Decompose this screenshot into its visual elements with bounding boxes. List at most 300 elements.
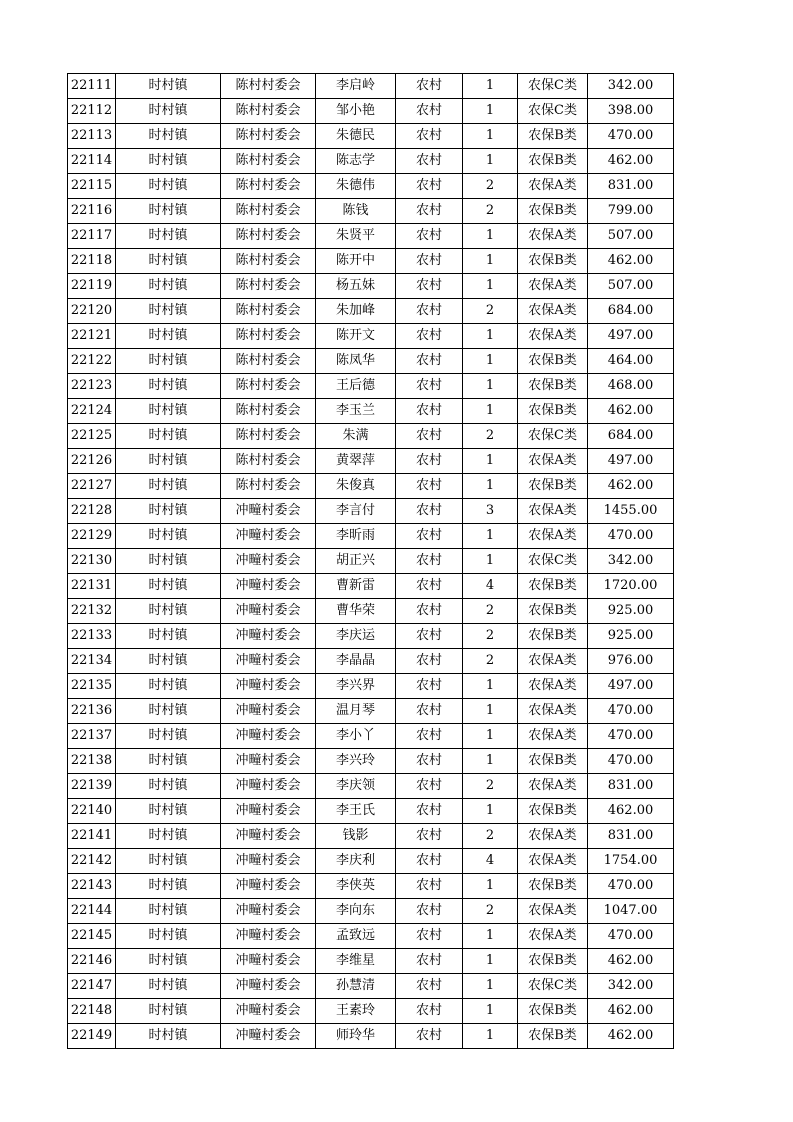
village-committee-cell: 冲疃村委会: [221, 674, 316, 699]
count-cell: 1: [463, 799, 518, 824]
area-type-cell: 农村: [396, 424, 463, 449]
row-number-cell: 22115: [68, 174, 116, 199]
name-cell: 李庆领: [316, 774, 396, 799]
village-committee-cell: 冲疃村委会: [221, 924, 316, 949]
name-cell: 曹华荣: [316, 599, 396, 624]
row-number-cell: 22131: [68, 574, 116, 599]
count-cell: 1: [463, 999, 518, 1024]
row-number-cell: 22129: [68, 524, 116, 549]
amount-cell: 470.00: [588, 124, 674, 149]
row-number-cell: 22139: [68, 774, 116, 799]
row-number-cell: 22127: [68, 474, 116, 499]
area-type-cell: 农村: [396, 474, 463, 499]
data-table: [67, 73, 674, 1049]
area-type-cell: 农村: [396, 599, 463, 624]
name-cell: 李小丫: [316, 724, 396, 749]
table-row: [68, 524, 674, 549]
area-type-cell: 农村: [396, 124, 463, 149]
table-row: [68, 549, 674, 574]
amount-cell: 1047.00: [588, 899, 674, 924]
row-number-cell: 22130: [68, 549, 116, 574]
amount-cell: 462.00: [588, 1024, 674, 1049]
category-cell: 农保A类: [518, 174, 588, 199]
village-committee-cell: 冲疃村委会: [221, 624, 316, 649]
count-cell: 1: [463, 949, 518, 974]
count-cell: 1: [463, 224, 518, 249]
amount-cell: 468.00: [588, 374, 674, 399]
village-committee-cell: 陈村村委会: [221, 224, 316, 249]
village-committee-cell: 冲疃村委会: [221, 824, 316, 849]
amount-cell: 462.00: [588, 799, 674, 824]
row-number-cell: 22137: [68, 724, 116, 749]
town-cell: 时村镇: [116, 999, 221, 1024]
area-type-cell: 农村: [396, 249, 463, 274]
table-row: [68, 374, 674, 399]
table-row: [68, 699, 674, 724]
village-committee-cell: 陈村村委会: [221, 124, 316, 149]
row-number-cell: 22142: [68, 849, 116, 874]
row-number-cell: 22124: [68, 399, 116, 424]
table-row: [68, 449, 674, 474]
town-cell: 时村镇: [116, 124, 221, 149]
village-committee-cell: 陈村村委会: [221, 324, 316, 349]
row-number-cell: 22132: [68, 599, 116, 624]
name-cell: 李兴玲: [316, 749, 396, 774]
count-cell: 1: [463, 124, 518, 149]
table-row: [68, 749, 674, 774]
name-cell: 李侠英: [316, 874, 396, 899]
area-type-cell: 农村: [396, 449, 463, 474]
category-cell: 农保A类: [518, 824, 588, 849]
town-cell: 时村镇: [116, 324, 221, 349]
amount-cell: 342.00: [588, 974, 674, 999]
category-cell: 农保B类: [518, 374, 588, 399]
category-cell: 农保A类: [518, 499, 588, 524]
area-type-cell: 农村: [396, 699, 463, 724]
name-cell: 陈志学: [316, 149, 396, 174]
category-cell: 农保B类: [518, 474, 588, 499]
count-cell: 1: [463, 524, 518, 549]
town-cell: 时村镇: [116, 549, 221, 574]
name-cell: 李言付: [316, 499, 396, 524]
town-cell: 时村镇: [116, 449, 221, 474]
area-type-cell: 农村: [396, 1024, 463, 1049]
count-cell: 1: [463, 924, 518, 949]
village-committee-cell: 冲疃村委会: [221, 524, 316, 549]
row-number-cell: 22136: [68, 699, 116, 724]
village-committee-cell: 陈村村委会: [221, 474, 316, 499]
count-cell: 1: [463, 474, 518, 499]
amount-cell: 1455.00: [588, 499, 674, 524]
name-cell: 曹新雷: [316, 574, 396, 599]
count-cell: 1: [463, 374, 518, 399]
area-type-cell: 农村: [396, 574, 463, 599]
row-number-cell: 22140: [68, 799, 116, 824]
town-cell: 时村镇: [116, 524, 221, 549]
table-row: [68, 874, 674, 899]
town-cell: 时村镇: [116, 374, 221, 399]
village-committee-cell: 冲疃村委会: [221, 1024, 316, 1049]
category-cell: 农保B类: [518, 249, 588, 274]
category-cell: 农保A类: [518, 849, 588, 874]
town-cell: 时村镇: [116, 249, 221, 274]
count-cell: 2: [463, 624, 518, 649]
area-type-cell: 农村: [396, 74, 463, 99]
amount-cell: 462.00: [588, 399, 674, 424]
category-cell: 农保A类: [518, 324, 588, 349]
category-cell: 农保B类: [518, 874, 588, 899]
village-committee-cell: 陈村村委会: [221, 174, 316, 199]
amount-cell: 470.00: [588, 749, 674, 774]
town-cell: 时村镇: [116, 399, 221, 424]
name-cell: 师玲华: [316, 1024, 396, 1049]
area-type-cell: 农村: [396, 224, 463, 249]
count-cell: 4: [463, 849, 518, 874]
town-cell: 时村镇: [116, 274, 221, 299]
table-row: [68, 849, 674, 874]
table-row: [68, 149, 674, 174]
row-number-cell: 22120: [68, 299, 116, 324]
village-committee-cell: 冲疃村委会: [221, 849, 316, 874]
name-cell: 朱德伟: [316, 174, 396, 199]
name-cell: 李晶晶: [316, 649, 396, 674]
amount-cell: 497.00: [588, 674, 674, 699]
amount-cell: 464.00: [588, 349, 674, 374]
town-cell: 时村镇: [116, 424, 221, 449]
town-cell: 时村镇: [116, 174, 221, 199]
amount-cell: 342.00: [588, 549, 674, 574]
amount-cell: 831.00: [588, 824, 674, 849]
town-cell: 时村镇: [116, 1024, 221, 1049]
table-row: [68, 649, 674, 674]
name-cell: 李昕雨: [316, 524, 396, 549]
town-cell: 时村镇: [116, 899, 221, 924]
category-cell: 农保A类: [518, 649, 588, 674]
table-row: [68, 499, 674, 524]
count-cell: 3: [463, 499, 518, 524]
category-cell: 农保A类: [518, 774, 588, 799]
count-cell: 1: [463, 874, 518, 899]
count-cell: 1: [463, 749, 518, 774]
count-cell: 1: [463, 74, 518, 99]
amount-cell: 497.00: [588, 324, 674, 349]
category-cell: 农保B类: [518, 949, 588, 974]
count-cell: 2: [463, 824, 518, 849]
area-type-cell: 农村: [396, 674, 463, 699]
town-cell: 时村镇: [116, 649, 221, 674]
name-cell: 温月琴: [316, 699, 396, 724]
name-cell: 陈钱: [316, 199, 396, 224]
count-cell: 1: [463, 274, 518, 299]
table-row: [68, 999, 674, 1024]
area-type-cell: 农村: [396, 749, 463, 774]
name-cell: 陈凤华: [316, 349, 396, 374]
category-cell: 农保A类: [518, 924, 588, 949]
town-cell: 时村镇: [116, 974, 221, 999]
name-cell: 孟致远: [316, 924, 396, 949]
count-cell: 1: [463, 149, 518, 174]
name-cell: 朱贤平: [316, 224, 396, 249]
area-type-cell: 农村: [396, 499, 463, 524]
name-cell: 李庆运: [316, 624, 396, 649]
village-committee-cell: 陈村村委会: [221, 274, 316, 299]
category-cell: 农保B类: [518, 799, 588, 824]
amount-cell: 497.00: [588, 449, 674, 474]
count-cell: 2: [463, 199, 518, 224]
name-cell: 胡正兴: [316, 549, 396, 574]
row-number-cell: 22116: [68, 199, 116, 224]
row-number-cell: 22126: [68, 449, 116, 474]
category-cell: 农保A类: [518, 224, 588, 249]
count-cell: 4: [463, 574, 518, 599]
amount-cell: 470.00: [588, 874, 674, 899]
area-type-cell: 农村: [396, 999, 463, 1024]
category-cell: 农保B类: [518, 199, 588, 224]
village-committee-cell: 冲疃村委会: [221, 649, 316, 674]
count-cell: 2: [463, 899, 518, 924]
name-cell: 李启岭: [316, 74, 396, 99]
name-cell: 李王氏: [316, 799, 396, 824]
category-cell: 农保B类: [518, 749, 588, 774]
name-cell: 朱加峰: [316, 299, 396, 324]
count-cell: 2: [463, 299, 518, 324]
name-cell: 李庆利: [316, 849, 396, 874]
amount-cell: 507.00: [588, 274, 674, 299]
count-cell: 2: [463, 174, 518, 199]
row-number-cell: 22125: [68, 424, 116, 449]
category-cell: 农保A类: [518, 274, 588, 299]
count-cell: 2: [463, 774, 518, 799]
row-number-cell: 22118: [68, 249, 116, 274]
row-number-cell: 22145: [68, 924, 116, 949]
table-row: [68, 74, 674, 99]
area-type-cell: 农村: [396, 174, 463, 199]
amount-cell: 470.00: [588, 924, 674, 949]
village-committee-cell: 陈村村委会: [221, 74, 316, 99]
row-number-cell: 22119: [68, 274, 116, 299]
area-type-cell: 农村: [396, 149, 463, 174]
amount-cell: 507.00: [588, 224, 674, 249]
row-number-cell: 22133: [68, 624, 116, 649]
name-cell: 李向东: [316, 899, 396, 924]
category-cell: 农保B类: [518, 149, 588, 174]
row-number-cell: 22138: [68, 749, 116, 774]
category-cell: 农保B类: [518, 399, 588, 424]
category-cell: 农保C类: [518, 549, 588, 574]
town-cell: 时村镇: [116, 599, 221, 624]
table-row: [68, 349, 674, 374]
count-cell: 1: [463, 249, 518, 274]
area-type-cell: 农村: [396, 324, 463, 349]
name-cell: 李兴界: [316, 674, 396, 699]
area-type-cell: 农村: [396, 374, 463, 399]
amount-cell: 462.00: [588, 149, 674, 174]
village-committee-cell: 陈村村委会: [221, 349, 316, 374]
category-cell: 农保A类: [518, 724, 588, 749]
village-committee-cell: 冲疃村委会: [221, 799, 316, 824]
count-cell: 2: [463, 424, 518, 449]
town-cell: 时村镇: [116, 674, 221, 699]
name-cell: 钱影: [316, 824, 396, 849]
category-cell: 农保B类: [518, 599, 588, 624]
area-type-cell: 农村: [396, 299, 463, 324]
village-committee-cell: 冲疃村委会: [221, 774, 316, 799]
amount-cell: 470.00: [588, 724, 674, 749]
category-cell: 农保B类: [518, 1024, 588, 1049]
amount-cell: 1720.00: [588, 574, 674, 599]
count-cell: 2: [463, 599, 518, 624]
village-committee-cell: 冲疃村委会: [221, 949, 316, 974]
row-number-cell: 22143: [68, 874, 116, 899]
town-cell: 时村镇: [116, 349, 221, 374]
town-cell: 时村镇: [116, 74, 221, 99]
village-committee-cell: 冲疃村委会: [221, 749, 316, 774]
town-cell: 时村镇: [116, 874, 221, 899]
row-number-cell: 22147: [68, 974, 116, 999]
count-cell: 1: [463, 549, 518, 574]
name-cell: 黄翠萍: [316, 449, 396, 474]
village-committee-cell: 陈村村委会: [221, 149, 316, 174]
row-number-cell: 22111: [68, 74, 116, 99]
row-number-cell: 22117: [68, 224, 116, 249]
area-type-cell: 农村: [396, 524, 463, 549]
table-row: [68, 824, 674, 849]
amount-cell: 398.00: [588, 99, 674, 124]
town-cell: 时村镇: [116, 299, 221, 324]
name-cell: 李维星: [316, 949, 396, 974]
count-cell: 1: [463, 449, 518, 474]
category-cell: 农保A类: [518, 299, 588, 324]
category-cell: 农保A类: [518, 449, 588, 474]
town-cell: 时村镇: [116, 949, 221, 974]
amount-cell: 925.00: [588, 624, 674, 649]
area-type-cell: 农村: [396, 774, 463, 799]
category-cell: 农保B类: [518, 574, 588, 599]
town-cell: 时村镇: [116, 749, 221, 774]
amount-cell: 462.00: [588, 949, 674, 974]
count-cell: 1: [463, 724, 518, 749]
town-cell: 时村镇: [116, 499, 221, 524]
area-type-cell: 农村: [396, 624, 463, 649]
village-committee-cell: 陈村村委会: [221, 449, 316, 474]
table-row: [68, 974, 674, 999]
row-number-cell: 22121: [68, 324, 116, 349]
name-cell: 陈开文: [316, 324, 396, 349]
village-committee-cell: 陈村村委会: [221, 299, 316, 324]
category-cell: 农保B类: [518, 349, 588, 374]
town-cell: 时村镇: [116, 474, 221, 499]
count-cell: 2: [463, 649, 518, 674]
town-cell: 时村镇: [116, 849, 221, 874]
area-type-cell: 农村: [396, 924, 463, 949]
village-committee-cell: 陈村村委会: [221, 374, 316, 399]
category-cell: 农保A类: [518, 674, 588, 699]
table-row: [68, 224, 674, 249]
table-row: [68, 949, 674, 974]
village-committee-cell: 陈村村委会: [221, 249, 316, 274]
row-number-cell: 22134: [68, 649, 116, 674]
table-row: [68, 924, 674, 949]
count-cell: 1: [463, 674, 518, 699]
category-cell: 农保B类: [518, 124, 588, 149]
town-cell: 时村镇: [116, 724, 221, 749]
town-cell: 时村镇: [116, 799, 221, 824]
town-cell: 时村镇: [116, 624, 221, 649]
amount-cell: 925.00: [588, 599, 674, 624]
name-cell: 杨五妹: [316, 274, 396, 299]
village-committee-cell: 冲疃村委会: [221, 699, 316, 724]
table-row: [68, 299, 674, 324]
town-cell: 时村镇: [116, 224, 221, 249]
amount-cell: 684.00: [588, 299, 674, 324]
town-cell: 时村镇: [116, 149, 221, 174]
town-cell: 时村镇: [116, 824, 221, 849]
table-row: [68, 124, 674, 149]
village-committee-cell: 冲疃村委会: [221, 599, 316, 624]
amount-cell: 470.00: [588, 524, 674, 549]
village-committee-cell: 冲疃村委会: [221, 974, 316, 999]
row-number-cell: 22113: [68, 124, 116, 149]
table-row: [68, 399, 674, 424]
area-type-cell: 农村: [396, 549, 463, 574]
count-cell: 1: [463, 99, 518, 124]
name-cell: 李玉兰: [316, 399, 396, 424]
table-row: [68, 1024, 674, 1049]
count-cell: 1: [463, 974, 518, 999]
area-type-cell: 农村: [396, 199, 463, 224]
category-cell: 农保A类: [518, 899, 588, 924]
table-row: [68, 199, 674, 224]
name-cell: 王后德: [316, 374, 396, 399]
village-committee-cell: 陈村村委会: [221, 424, 316, 449]
village-committee-cell: 陈村村委会: [221, 399, 316, 424]
village-committee-cell: 陈村村委会: [221, 99, 316, 124]
name-cell: 孙慧清: [316, 974, 396, 999]
category-cell: 农保C类: [518, 74, 588, 99]
area-type-cell: 农村: [396, 799, 463, 824]
village-committee-cell: 冲疃村委会: [221, 999, 316, 1024]
amount-cell: 684.00: [588, 424, 674, 449]
category-cell: 农保A类: [518, 699, 588, 724]
row-number-cell: 22148: [68, 999, 116, 1024]
amount-cell: 470.00: [588, 699, 674, 724]
count-cell: 1: [463, 349, 518, 374]
table-row: [68, 774, 674, 799]
row-number-cell: 22123: [68, 374, 116, 399]
area-type-cell: 农村: [396, 899, 463, 924]
count-cell: 1: [463, 1024, 518, 1049]
amount-cell: 831.00: [588, 774, 674, 799]
table-body: [68, 74, 674, 1049]
table-row: [68, 799, 674, 824]
town-cell: 时村镇: [116, 774, 221, 799]
name-cell: 邹小艳: [316, 99, 396, 124]
village-committee-cell: 冲疃村委会: [221, 724, 316, 749]
row-number-cell: 22141: [68, 824, 116, 849]
row-number-cell: 22144: [68, 899, 116, 924]
category-cell: 农保B类: [518, 999, 588, 1024]
table-row: [68, 599, 674, 624]
area-type-cell: 农村: [396, 974, 463, 999]
amount-cell: 976.00: [588, 649, 674, 674]
table-row: [68, 174, 674, 199]
row-number-cell: 22128: [68, 499, 116, 524]
name-cell: 陈开中: [316, 249, 396, 274]
village-committee-cell: 冲疃村委会: [221, 574, 316, 599]
name-cell: 朱俊真: [316, 474, 396, 499]
table-row: [68, 899, 674, 924]
row-number-cell: 22122: [68, 349, 116, 374]
